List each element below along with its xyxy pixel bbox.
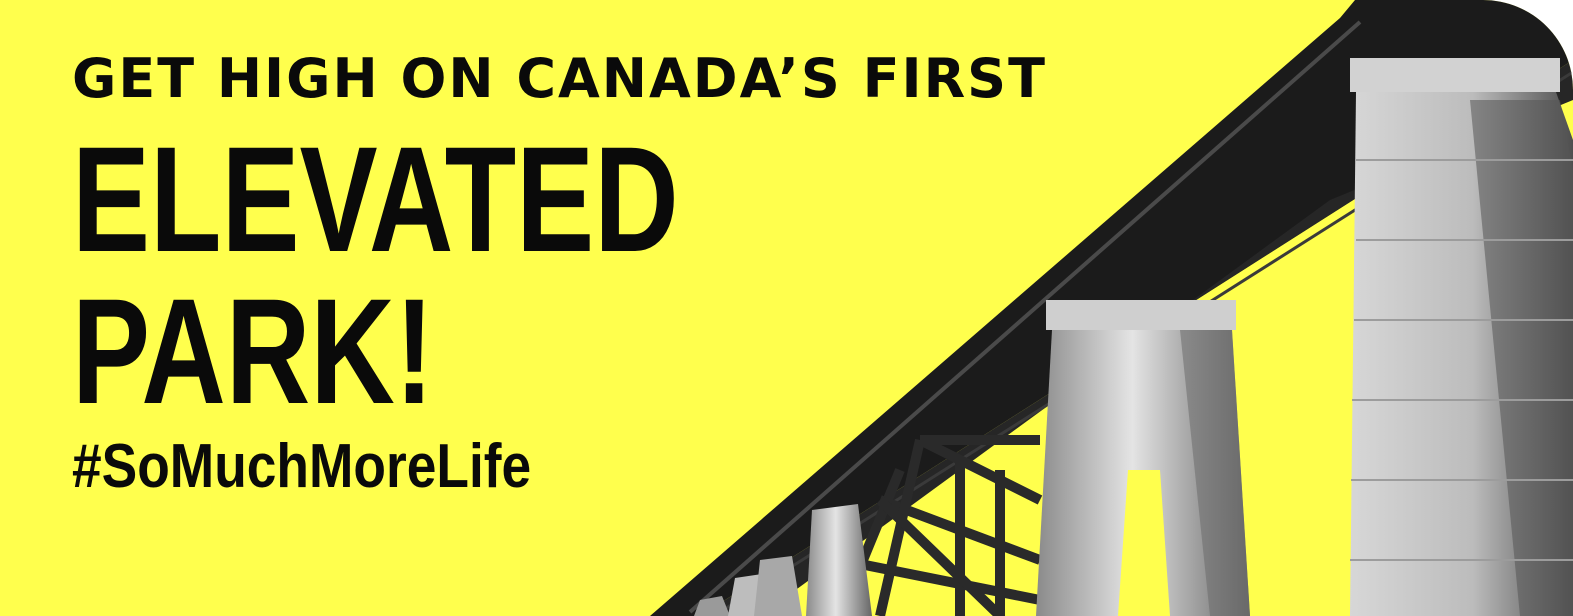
headline-kicker: GET HIGH ON CANADA’S FIRST	[72, 47, 1047, 110]
headline-title-line-1: ELEVATED	[72, 115, 679, 283]
headline-title-line-2: PARK!	[72, 267, 434, 435]
headline-block	[72, 47, 1047, 501]
bridge-pier-front	[1350, 58, 1573, 616]
bridge-pier-middle	[1036, 300, 1250, 616]
hashtag-text: #SoMuchMoreLife	[72, 432, 532, 501]
